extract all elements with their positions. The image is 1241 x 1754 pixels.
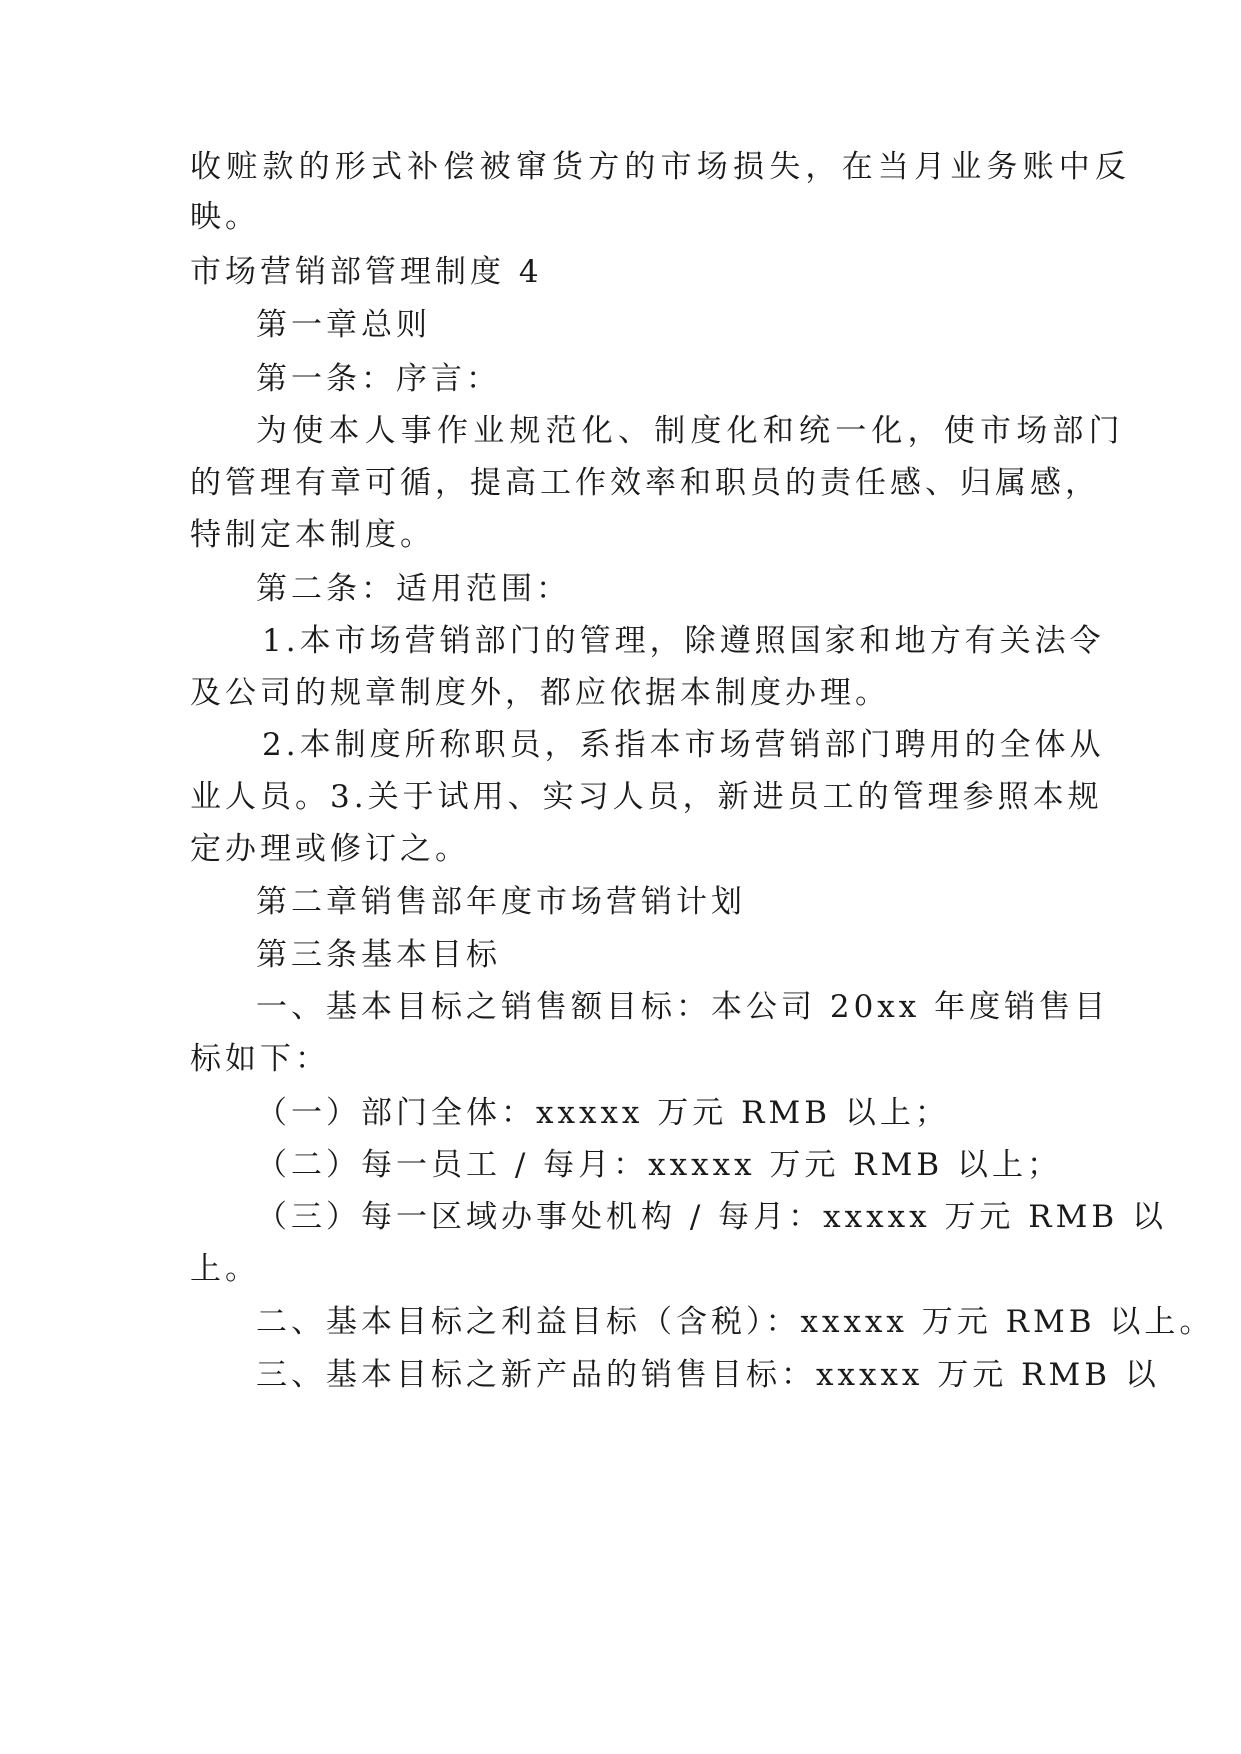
paragraph-line: 业人员。3.关于试用、实习人员，新进员工的管理参照本规 — [190, 779, 1103, 815]
paragraph-line: 标如下： — [190, 1041, 330, 1077]
paragraph-line: 映。 — [190, 199, 260, 235]
paragraph-line: 上。 — [190, 1251, 260, 1287]
paragraph-line: 特制定本制度。 — [190, 517, 435, 553]
article-heading: 第二条：适用范围： — [256, 571, 571, 607]
chapter-heading: 第一章总则 — [256, 307, 431, 343]
paragraph-line: 1.本市场营销部门的管理，除遵照国家和地方有关法令 — [262, 623, 1105, 659]
paragraph-line: 2.本制度所称职员，系指本市场营销部门聘用的全体从 — [262, 727, 1105, 763]
section-title: 市场营销部管理制度 4 — [190, 254, 543, 290]
chapter-heading: 第二章销售部年度市场营销计划 — [256, 884, 746, 920]
article-heading: 第一条：序言： — [256, 361, 501, 397]
list-item: （三）每一区域办事处机构 / 每月：xxxxx 万元 RMB 以 — [256, 1199, 1167, 1235]
paragraph-line: 定办理或修订之。 — [190, 831, 470, 867]
article-heading: 第三条基本目标 — [256, 937, 501, 973]
list-item: （二）每一员工 / 每月：xxxxx 万元 RMB 以上； — [256, 1147, 1062, 1183]
paragraph-line: 一、基本目标之销售额目标：本公司 20xx 年度销售目 — [256, 989, 1110, 1025]
paragraph-line: 及公司的规章制度外，都应依据本制度办理。 — [190, 675, 890, 711]
paragraph-line: 收赃款的形式补偿被窜货方的市场损失，在当月业务账中反 — [190, 149, 1132, 185]
paragraph-line: 二、基本目标之利益目标（含税）：xxxxx 万元 RMB 以上。 — [256, 1304, 1215, 1340]
paragraph-line: 三、基本目标之新产品的销售目标：xxxxx 万元 RMB 以 — [256, 1357, 1160, 1393]
paragraph-line: 为使本人事作业规范化、制度化和统一化，使市场部门 — [256, 413, 1125, 449]
list-item: （一）部门全体：xxxxx 万元 RMB 以上； — [256, 1095, 950, 1131]
paragraph-line: 的管理有章可循，提高工作效率和职员的责任感、归属感， — [190, 465, 1100, 501]
